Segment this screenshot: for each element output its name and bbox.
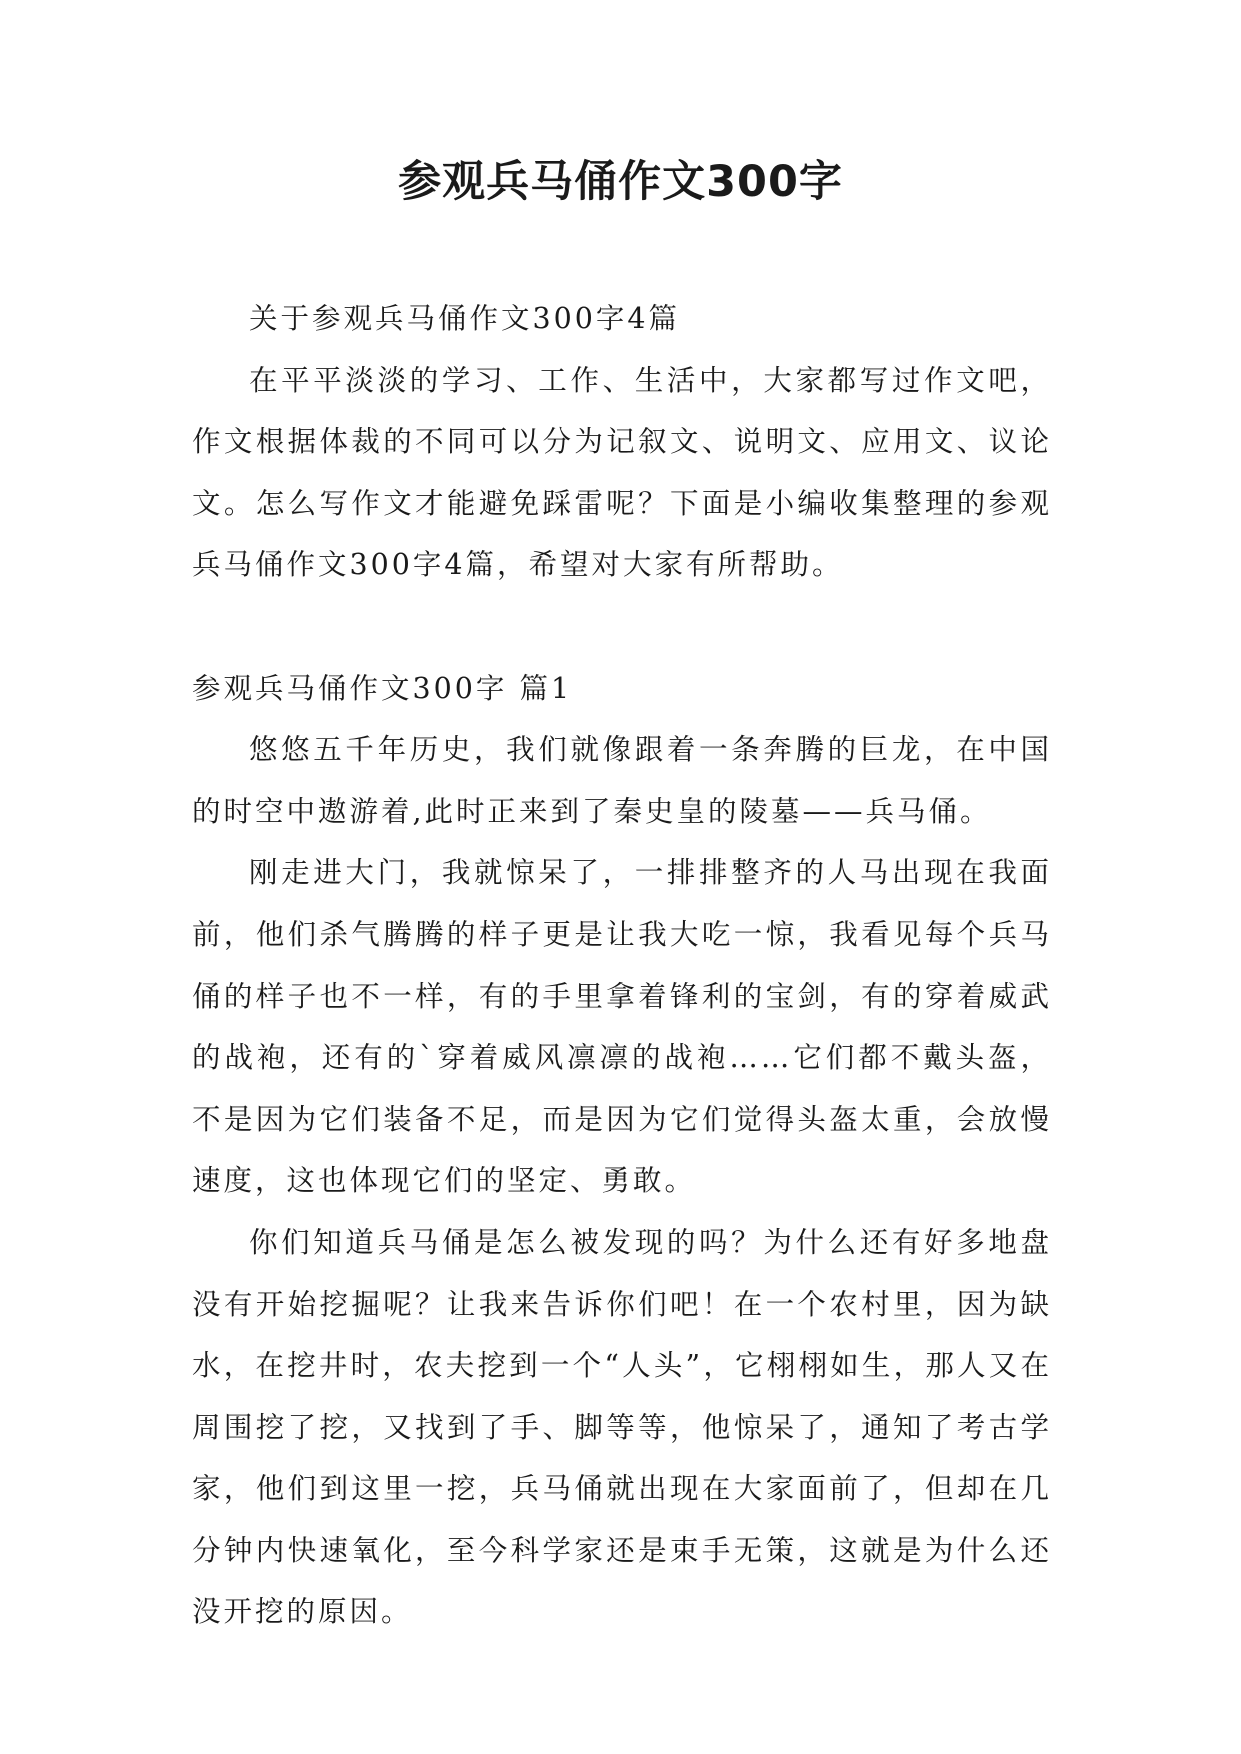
body-paragraph-1: 悠悠五千年历史，我们就像跟着一条奔腾的巨龙，在中国的时空中遨游着,此时正来到了秦史皇的陵墓——兵马俑。 — [192, 733, 1052, 828]
body-paragraph-3: 你们知道兵马俑是怎么被发现的吗？为什么还有好多地盘没有开始挖掘呢？让我来告诉你们吧！在一个农村里，因为缺水，在挖井时，农夫挖到一个“人头”，它栩栩如生，那人又在周围挖了挖，又找到了手、脚等等，他惊呆了，通知了考古学家，他们到这里一挖，兵马俑就出现在大家面前了，但却在几分钟内快速氧化，至今科学家还是束手无策，这就是为什么还没开挖的原因。 — [192, 1225, 1052, 1629]
intro-line: 关于参观兵马俑作文300字4篇 — [249, 302, 681, 335]
section-spacer — [192, 596, 1052, 658]
body-paragraph-2: 刚走进大门，我就惊呆了，一排排整齐的人马出现在我面前，他们杀气腾腾的样子更是让我大吃一惊，我看见每个兵马俑的样子也不一样，有的手里拿着锋利的宝剑，有的穿着威武的战袍，还有的`穿着威风凛凛的战袍……它们都不戴头盔，不是因为它们装备不足，而是因为它们觉得头盔太重，会放慢速度，这也体现它们的坚定、勇敢。 — [192, 856, 1052, 1198]
document-title: 参观兵马俑作文300字 — [398, 157, 843, 207]
section-heading: 参观兵马俑作文300字 篇1 — [192, 671, 573, 705]
intro-paragraph: 在平平淡淡的学习、工作、生活中，大家都写过作文吧，作文根据体裁的不同可以分为记叙文、说明文、应用文、议论文。怎么写作文才能避免踩雷呢？下面是小编收集整理的参观兵马俑作文300字4篇，希望对大家有所帮助。 — [192, 363, 1052, 582]
document-body — [192, 288, 1052, 1643]
